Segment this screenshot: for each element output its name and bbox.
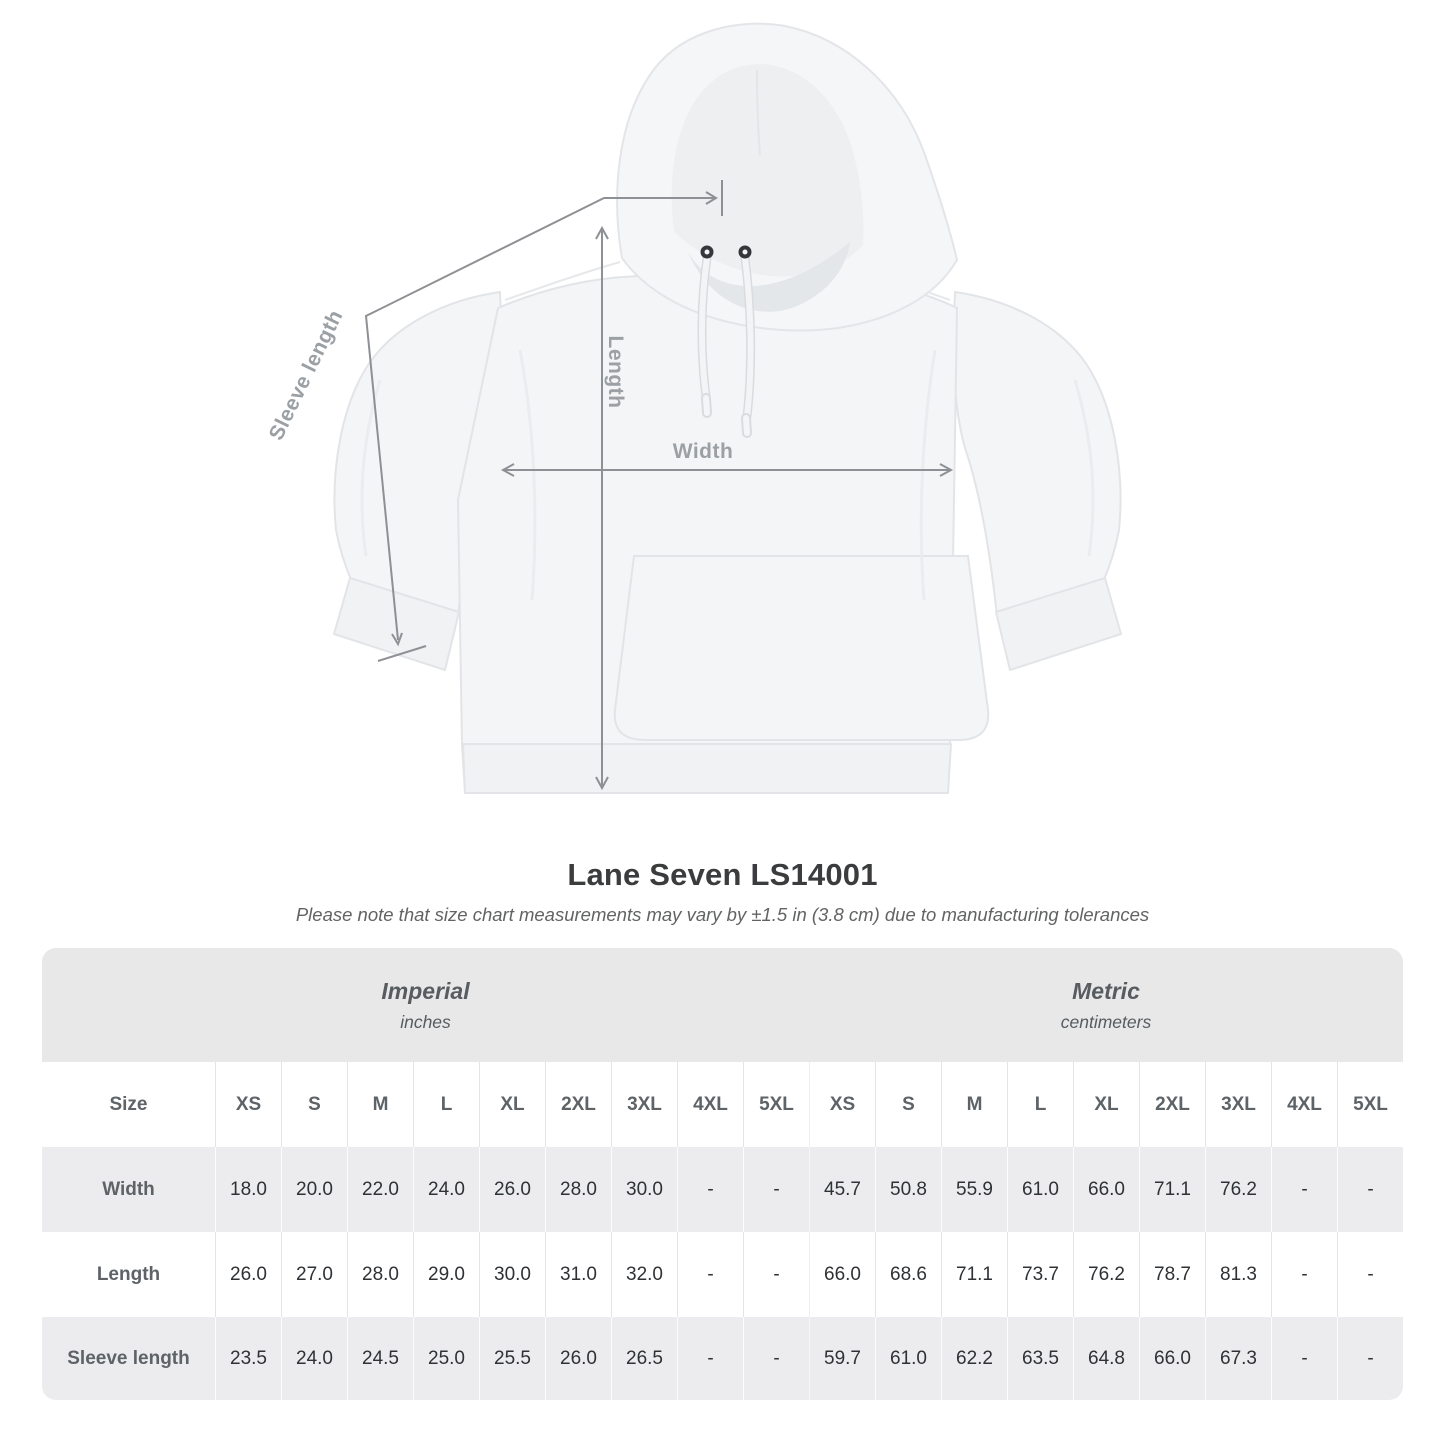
value-cell: - [1337,1147,1403,1232]
value-cell: 73.7 [1007,1232,1073,1317]
size-header-cell: 4XL [677,1062,743,1147]
size-header-cell: 3XL [611,1062,677,1147]
value-cell: 24.0 [413,1147,479,1232]
value-cell: 30.0 [611,1147,677,1232]
size-header-cell: L [413,1062,479,1147]
value-cell: 64.8 [1073,1317,1139,1400]
value-cell: 61.0 [1007,1147,1073,1232]
value-cell: 24.5 [347,1317,413,1400]
value-cell: - [1271,1147,1337,1232]
size-header-cell: S [875,1062,941,1147]
size-header-cell: XL [1073,1062,1139,1147]
table-row-width [42,1147,1403,1232]
value-cell: 81.3 [1205,1232,1271,1317]
metric-unit-label: centimeters [1060,1011,1152,1032]
value-cell: 28.0 [347,1232,413,1317]
length-label: Length [604,335,627,409]
value-cell: 20.0 [281,1147,347,1232]
value-cell: - [743,1317,809,1400]
value-cell: - [1271,1232,1337,1317]
table-row-length [42,1232,1403,1317]
value-cell: 26.0 [545,1317,611,1400]
value-cell: 26.5 [611,1317,677,1400]
value-cell: 71.1 [1139,1147,1205,1232]
value-cell: 26.0 [215,1232,281,1317]
value-cell: 50.8 [875,1147,941,1232]
value-cell: 32.0 [611,1232,677,1317]
value-cell: 26.0 [479,1147,545,1232]
value-cell: 76.2 [1073,1232,1139,1317]
value-cell: 66.0 [1073,1147,1139,1232]
value-cell: 59.7 [809,1317,875,1400]
hoodie-illustration [334,24,1121,793]
value-cell: 24.0 [281,1317,347,1400]
value-cell: 27.0 [281,1232,347,1317]
value-cell: - [1337,1317,1403,1400]
value-cell: 66.0 [809,1232,875,1317]
value-cell: 78.7 [1139,1232,1205,1317]
value-cell: - [677,1147,743,1232]
value-cell: - [1337,1232,1403,1317]
kangaroo-pocket [615,556,989,740]
value-cell: 30.0 [479,1232,545,1317]
value-cell: - [677,1232,743,1317]
sleeve-length-label: Sleeve length [264,306,348,444]
table-row-sleeve-length [42,1317,1403,1400]
width-label: Width [672,440,734,463]
size-header-cell: 5XL [1337,1062,1403,1147]
metric-header [809,948,1403,1062]
value-cell: - [743,1147,809,1232]
value-cell: 55.9 [941,1147,1007,1232]
imperial-unit-label: inches [400,1011,451,1032]
value-cell: 18.0 [215,1147,281,1232]
value-cell: 23.5 [215,1317,281,1400]
metric-label: Metric [1072,977,1140,1004]
value-cell: 68.6 [875,1232,941,1317]
size-header-cell: XS [215,1062,281,1147]
value-cell: 45.7 [809,1147,875,1232]
size-header-cell: 2XL [545,1062,611,1147]
size-header-cell: 2XL [1139,1062,1205,1147]
imperial-label: Imperial [381,977,470,1004]
value-cell: 66.0 [1139,1317,1205,1400]
size-header-cell: 4XL [1271,1062,1337,1147]
size-header-cell: XS [809,1062,875,1147]
value-cell: 29.0 [413,1232,479,1317]
size-header-cell: S [281,1062,347,1147]
product-title: Lane Seven LS14001 [567,857,878,892]
value-cell: 28.0 [545,1147,611,1232]
hem-band [463,744,951,793]
size-header-row [42,1062,1403,1147]
value-cell: 25.5 [479,1317,545,1400]
size-header-cell: L [1007,1062,1073,1147]
size-chart-table [42,948,1403,1400]
value-cell: 25.0 [413,1317,479,1400]
value-cell: - [677,1317,743,1400]
value-cell: - [1271,1317,1337,1400]
size-header-cell: M [347,1062,413,1147]
row-label: Length [96,1263,161,1285]
units-header-row [42,948,1403,1062]
value-cell: 67.3 [1205,1317,1271,1400]
value-cell: 71.1 [941,1232,1007,1317]
value-cell: - [743,1232,809,1317]
right-sleeve [953,292,1121,616]
value-cell: 61.0 [875,1317,941,1400]
size-header-cell: XL [479,1062,545,1147]
size-header-cell: M [941,1062,1007,1147]
value-cell: 22.0 [347,1147,413,1232]
value-cell: 63.5 [1007,1317,1073,1400]
row-label: Sleeve length [67,1347,190,1369]
value-cell: 31.0 [545,1232,611,1317]
value-cell: 62.2 [941,1317,1007,1400]
value-cell: 76.2 [1205,1147,1271,1232]
row-label: Width [102,1178,155,1200]
size-col-header: Size [109,1093,148,1115]
tolerance-note: Please note that size chart measurements may vary by ±1.5 in (3.8 cm) due to manufacturing tolerances [295,904,1150,925]
imperial-header [42,948,809,1062]
size-header-cell: 5XL [743,1062,809,1147]
size-header-cell: 3XL [1205,1062,1271,1147]
